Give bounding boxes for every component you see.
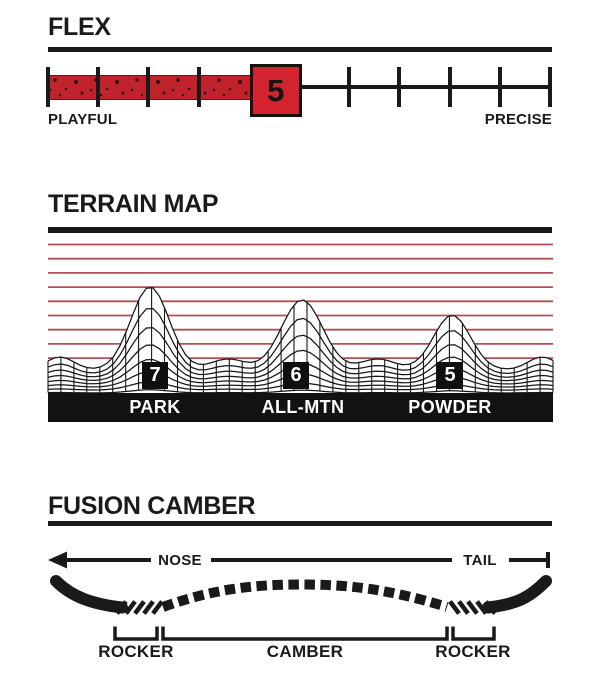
flex-value-badge: 5 (250, 64, 302, 117)
flex-scale-min-label: PLAYFUL (48, 111, 118, 128)
nose-solid-segment (56, 581, 122, 608)
camber-dashed-segment (163, 585, 447, 608)
flex-tick (498, 67, 502, 107)
terrain-score-badge-park: 7 (142, 362, 168, 389)
zone-label-rocker-right: ROCKER (435, 642, 511, 661)
flex-tick (96, 67, 100, 107)
flex-tick (146, 67, 150, 107)
tail-label: TAIL (463, 552, 497, 569)
flex-tick (397, 67, 401, 107)
flex-tick (347, 67, 351, 107)
nose-label: NOSE (158, 552, 202, 569)
terrain-score-badge-allmtn: 6 (283, 362, 309, 389)
terrain-score-badge-powder: 5 (437, 362, 463, 389)
zone-label-rocker-left: ROCKER (98, 642, 174, 661)
tail-solid-segment (488, 581, 546, 608)
terrain-category-allmtn: ALL-MTN (261, 397, 345, 417)
flex-scale-max-label: PRECISE (484, 111, 552, 128)
zone-brackets (115, 627, 494, 640)
terrain-section-title: TERRAIN MAP (48, 190, 219, 218)
terrain-category-powder: POWDER (408, 397, 492, 417)
camber-section-title: FUSION CAMBER (48, 492, 256, 520)
flex-section-title: FLEX (48, 13, 111, 41)
flex-tick (46, 67, 50, 107)
terrain-category-park: PARK (129, 397, 181, 417)
zone-label-camber: CAMBER (266, 642, 344, 661)
flex-tick (197, 67, 201, 107)
flex-tick (448, 67, 452, 107)
flex-tick (548, 67, 552, 107)
